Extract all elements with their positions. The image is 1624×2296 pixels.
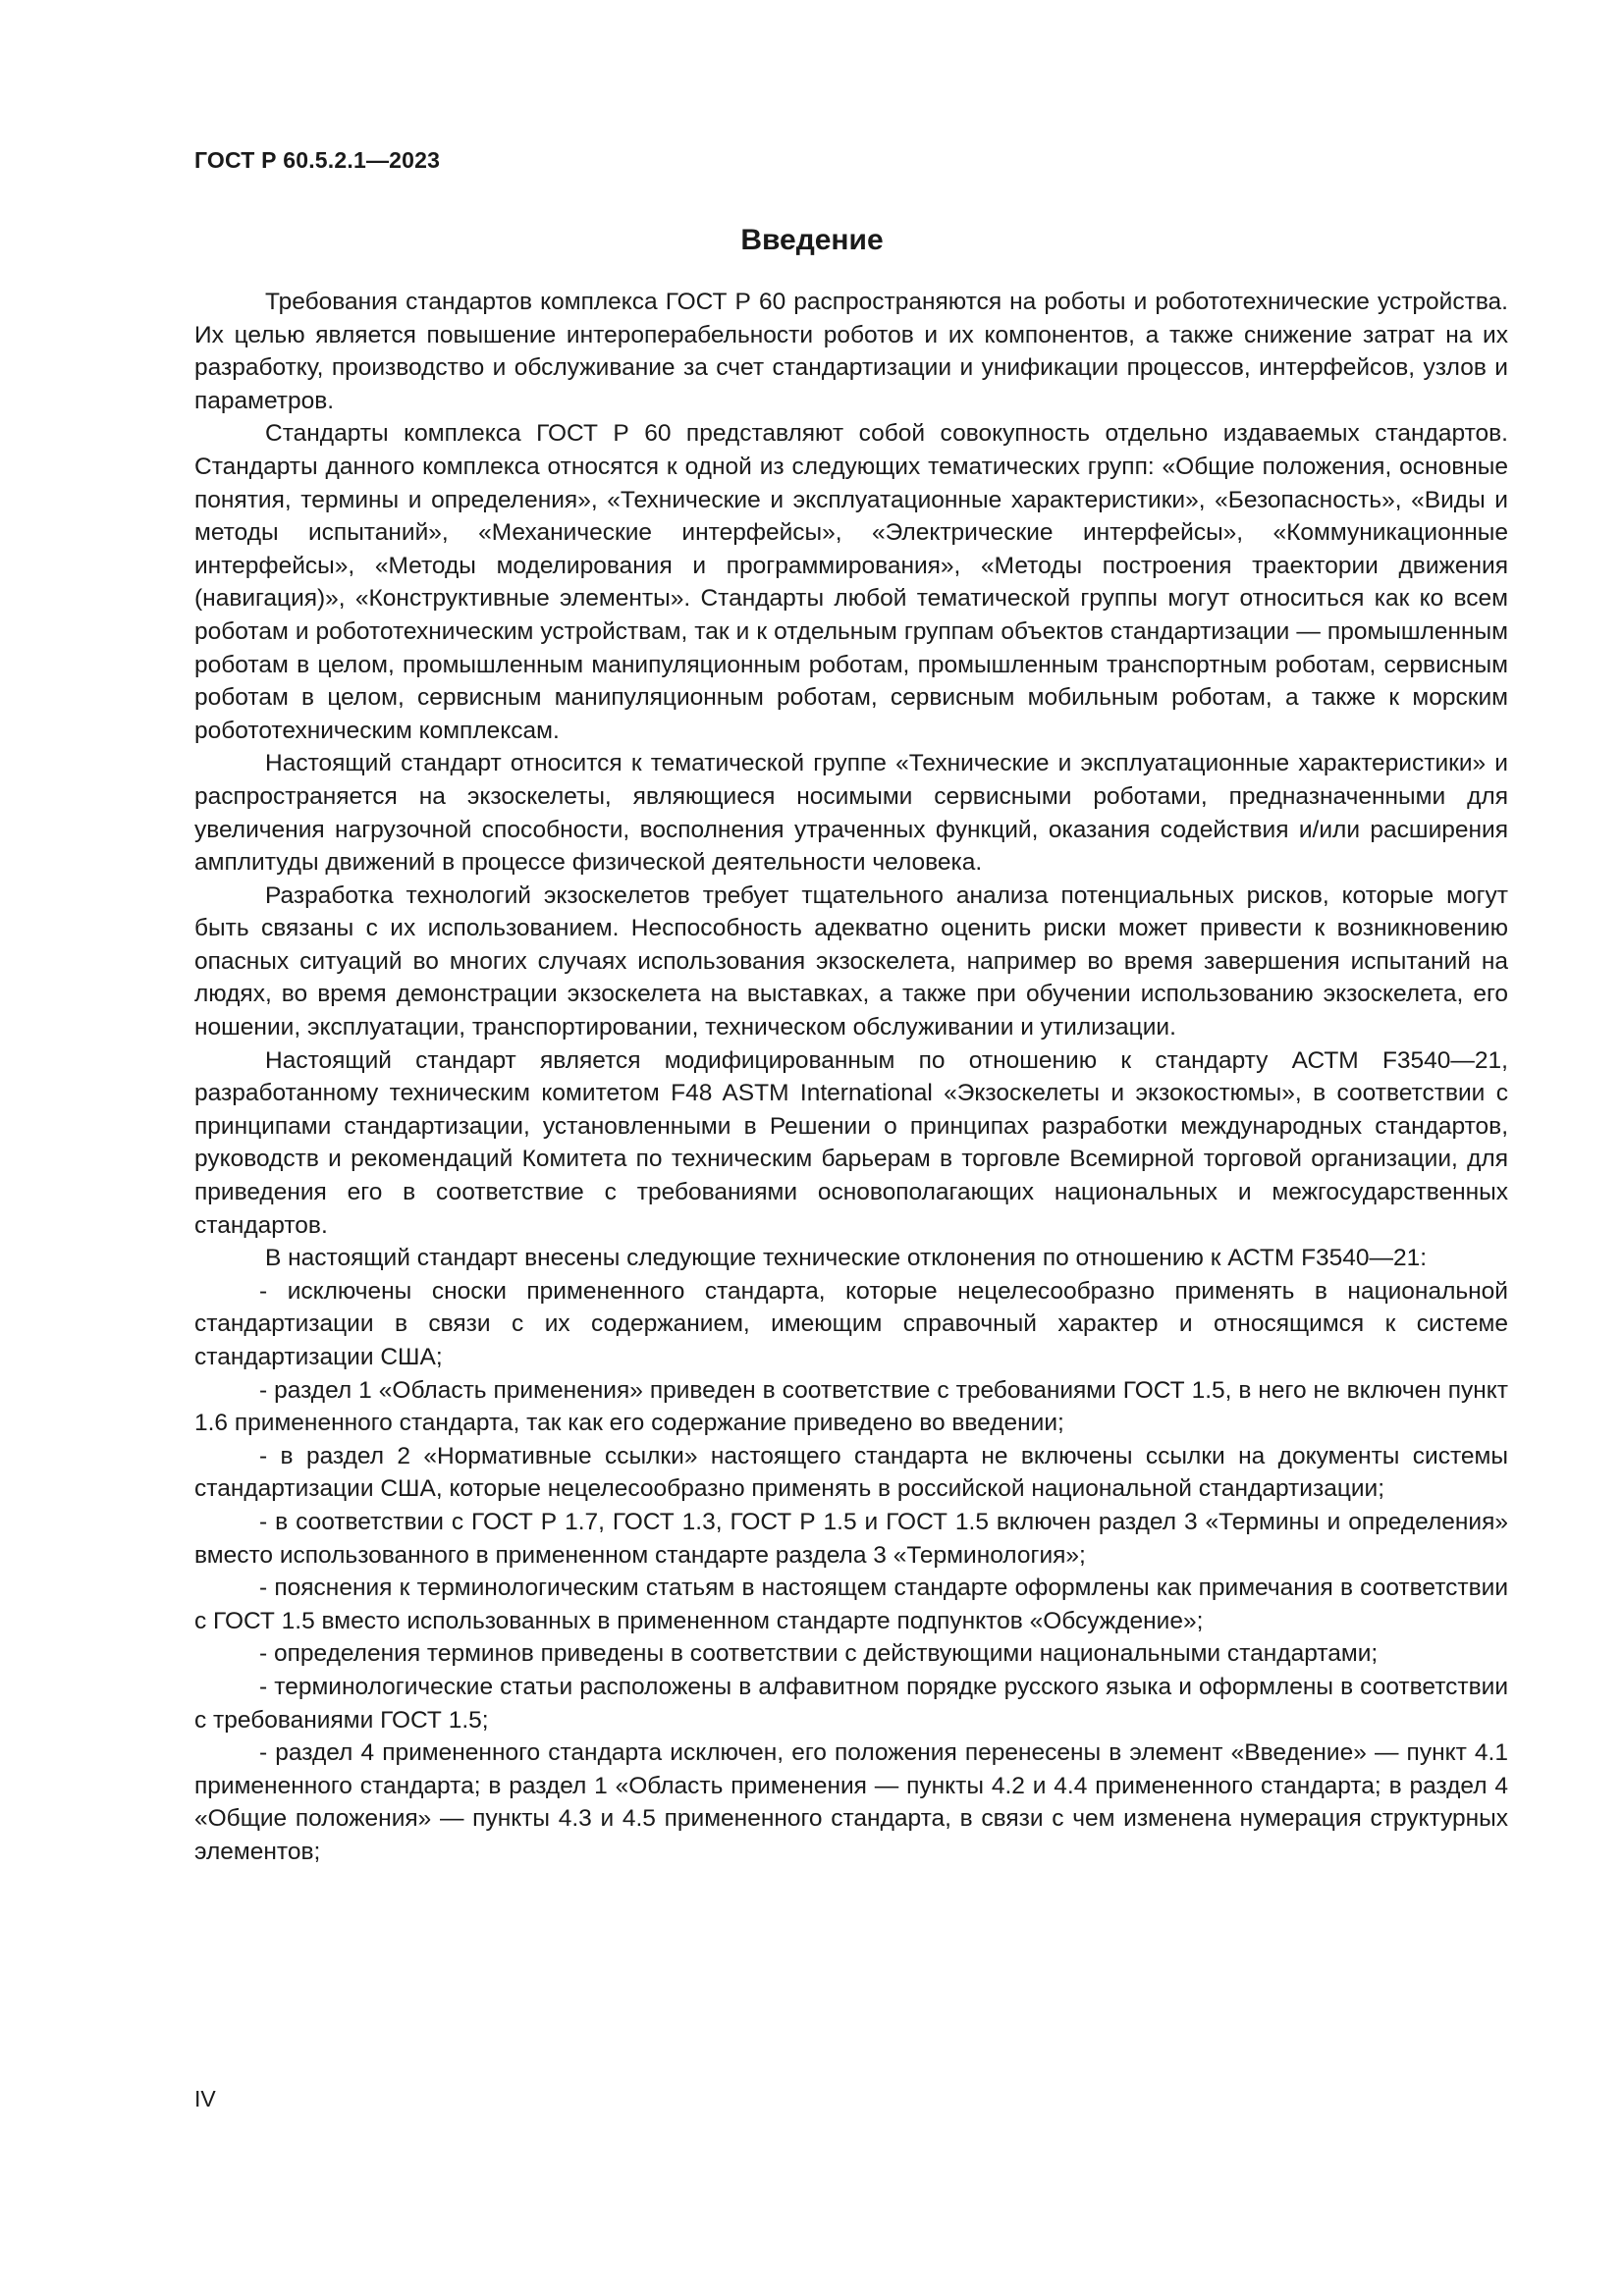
- paragraph-deviations-intro: В настоящий стандарт внесены следующие технические отклонения по отношению к АСТМ F3540—21:: [265, 1245, 1428, 1272]
- paragraph-modification: Настоящий стандарт является модифицированным по отношению к стандарту АСТМ F3540—21, разработанному техническим комитетом F48 ASTM International «Экзоскелеты и экзокостюмы», в соответствии с принципами стандартизации, установленными в Решении о принципах разработки международных стандартов, руководств и рекомендаций Комитета по техническим барьерам в торговле Всемирной торговой организации, для приведения его в соответствие с требованиями основополагающих национальных и межгосударственных стандартов.: [194, 1046, 1508, 1239]
- deviation-item: - в соответствии с ГОСТ Р 1.7, ГОСТ 1.3, ГОСТ Р 1.5 и ГОСТ 1.5 включен раздел 3 «Термины и определения» вместо использованного в примененном стандарте раздела 3 «Терминология»;: [194, 1508, 1508, 1569]
- document-code-header: ГОСТ Р 60.5.2.1—2023: [194, 147, 441, 173]
- paragraph-risk-analysis: Разработка технологий экзоскелетов требует тщательного анализа потенциальных рисков, которые могут быть связаны с их использованием. Неспособность адекватно оценить риски может привести к возникновению опасных ситуаций во многих случаях использования экзоскелета, например во время завершения испытаний на людях, во время демонстрации экзоскелета на выставках, а также при обучении использованию экзоскелета, его ношении, эксплуатации, транспортировании, техническом обслуживании и утилизации.: [194, 881, 1508, 1041]
- deviation-item: - определения терминов приведены в соответствии с действующими национальными стандартами;: [259, 1640, 1379, 1668]
- paragraph-scope: Требования стандартов комплекса ГОСТ Р 60 распространяются на роботы и робототехнические устройства. Их целью является повышение интероперабельности роботов и их компонентов, а также снижение затрат на их разработку, производство и обслуживание за счет стандартизации и унификации процессов, интерфейсов, узлов и параметров.: [194, 289, 1508, 414]
- deviation-item: - исключены сноски примененного стандарта, которые нецелесообразно применять в национальной стандартизации в связи с их содержанием, имеющим справочный характер и относящимся к системе стандартизации США;: [194, 1277, 1508, 1370]
- deviation-item: - раздел 4 примененного стандарта исключен, его положения перенесены в элемент «Введение» — пункт 4.1 примененного стандарта; в раздел 1 «Область применения — пункты 4.2 и 4.4 примененного стандарта; в раздел 4 «Общие положения» — пункты 4.3 и 4.5 примененного стандарта, в связи с чем изменена нумерация структурных элементов;: [194, 1739, 1508, 1865]
- introduction-body: [194, 286, 1508, 1869]
- deviation-item: - раздел 1 «Область применения» приведен в соответствие с требованиями ГОСТ 1.5, в него не включен пункт 1.6 примененного стандарта, так как его содержание приведено во введении;: [194, 1376, 1508, 1437]
- deviation-item: - в раздел 2 «Нормативные ссылки» настоящего стандарта не включены ссылки на документы системы стандартизации США, которые нецелесообразно применять в российской национальной стандартизации;: [194, 1442, 1508, 1503]
- paragraph-thematic-groups: Стандарты комплекса ГОСТ Р 60 представляют собой совокупность отдельно издаваемых стандартов. Стандарты данного комплекса относятся к одной из следующих тематических групп: «Общие положения, основные понятия, термины и определения», «Технические и эксплуатационные характеристики», «Безопасность», «Виды и методы испытаний», «Механические интерфейсы», «Электрические интерфейсы», «Коммуникационные интерфейсы», «Методы моделирования и программирования», «Методы построения траектории движения (навигация)», «Конструктивные элементы». Стандарты любой тематической группы могут относиться как ко всем роботам и робототехническим устройствам, так и к отдельным группам объектов стандартизации — промышленным роботам в целом, промышленным манипуляционным роботам, промышленным транспортным роботам, сервисным роботам в целом, сервисным манипуляционным роботам, сервисным мобильным роботам, а также к морским робототехническим комплексам.: [194, 420, 1508, 744]
- deviation-item: - терминологические статьи расположены в алфавитном порядке русского языка и оформлены в соответствии с требованиями ГОСТ 1.5;: [194, 1673, 1508, 1734]
- page-number: IV: [194, 2086, 216, 2111]
- paragraph-standard-scope: Настоящий стандарт относится к тематической группе «Технические и эксплуатационные характеристики» и распространяется на экзоскелеты, являющиеся носимыми сервисными роботами, предназначенными для увеличения нагрузочной способности, восполнения утраченных функций, оказания содействия и/или расширения амплитуды движений в процессе физической деятельности человека.: [194, 750, 1508, 877]
- deviation-item: - пояснения к терминологическим статьям в настоящем стандарте оформлены как примечания в соответствии с ГОСТ 1.5 вместо использованных в примененном стандарте подпунктов «Обсуждение»;: [194, 1575, 1508, 1634]
- section-title: Введение: [740, 224, 884, 256]
